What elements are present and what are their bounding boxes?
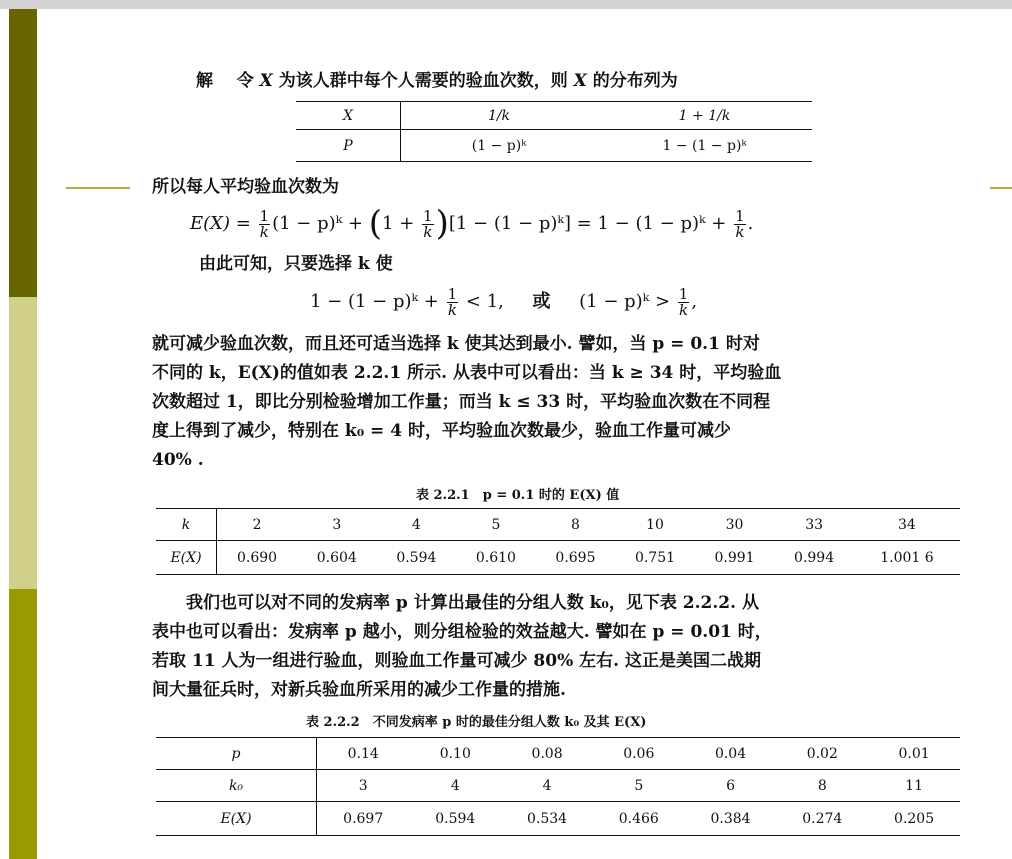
paragraph-2: 我们也可以对不同的发病率 p 计算出最佳的分组人数 k₀，见下表 2.2.2. 从 表中也可以看出：发病率 p 越小，则分组检验的效益越大. 譬如在 p = 0.01 时， 若取 11 人为一组进行验血，则验血工作量可减少 80% 左右. 这正是美国二战期 间大量征兵时，对新兵验血所采用的减少工作量的措施. — [152, 593, 772, 700]
sidebar-block-light — [9, 297, 37, 589]
table1-row-label: k — [156, 509, 217, 541]
dist-value: 1/k — [487, 107, 511, 124]
slide-sidebar — [9, 9, 37, 859]
fraction: $\frac{1}{k}$ — [678, 284, 689, 319]
fraction: $\frac{1}{k}$ — [423, 206, 433, 241]
dist-prob: (1 − p)ᵏ — [471, 137, 527, 154]
average-intro: 所以每人平均验血次数为 — [152, 177, 339, 197]
table2-row-label: k₀ — [156, 770, 317, 802]
table2-row-label: p — [156, 738, 317, 770]
fraction: $\frac{1}{k}$ — [259, 206, 270, 241]
choose-k-text: 由此可知，只要选择 k 使 — [199, 254, 393, 274]
dist-label-p: P — [296, 130, 401, 162]
title-rule-right — [990, 187, 1012, 189]
dist-value: 1 + 1/k — [678, 107, 731, 124]
table1-row-label: E(X) — [156, 541, 217, 575]
table2-caption: 表 2.2.2 不同发病率 p 时的最佳分组人数 k₀ 及其 E(X) — [306, 715, 647, 730]
title-rule-left — [66, 187, 130, 189]
paragraph-1: 就可减少验血次数，而且还可适当选择 k 使其达到最小. 譬如，当 p = 0.1 时对 不同的 k，E(X)的值如表 2.2.1 所示. 从表中可以看出：当 k ≥ 34 时，平均验血 次数超过 1，即比分别检验增加工作量；而当 k ≤ 33 时，平均验血次数在不同程 度上得到了减少，特别在 k₀ = 4 时，平均验血次数最少，验血工作量可减少 40% . — [152, 334, 782, 470]
solution-label: 解 — [196, 71, 213, 91]
table2-row-label: E(X) — [156, 802, 317, 836]
distribution-table — [296, 101, 812, 162]
dist-prob: 1 − (1 − p)ᵏ — [662, 137, 747, 154]
solution-intro: 解 令 X 为该人群中每个人需要的验血次数，则 X 的分布列为 — [196, 71, 678, 91]
formula-inequality: 1 − (1 − p)ᵏ + $\frac{1}{k}$ < 1, 或 (1 − p)ᵏ > $\frac{1}{k}$ , — [310, 284, 698, 319]
table-2-2-1: k 2 3 4 5 8 10 30 33 34 E(X) 0.690 0.604 0.594 0.610 0.695 0.751 0.991 0.994 1.001 6 — [156, 508, 960, 575]
dist-label-x: X — [296, 102, 401, 130]
formula-expected-value: E(X) = $\frac{1}{k}$ (1 − p)ᵏ + (1 + $\frac{1}{k}$ )[1 − (1 − p)ᵏ] = 1 − (1 − p)ᵏ + $\frac{1}{k}$ . — [190, 203, 754, 244]
sidebar-block-olive — [9, 589, 37, 859]
top-bar — [0, 0, 1012, 9]
sidebar-block-dark — [9, 9, 37, 297]
table-2-2-2: p 0.14 0.10 0.08 0.06 0.04 0.02 0.01 k₀ 3 4 4 5 6 8 11 E(X) 0.697 0.594 0.534 0.466 0.384 0.274 0.205 — [156, 737, 960, 836]
fraction: $\frac{1}{k}$ — [447, 284, 458, 319]
fraction: $\frac{1}{k}$ — [735, 206, 745, 241]
table1-caption: 表 2.2.1 p = 0.1 时的 E(X) 值 — [416, 488, 620, 503]
